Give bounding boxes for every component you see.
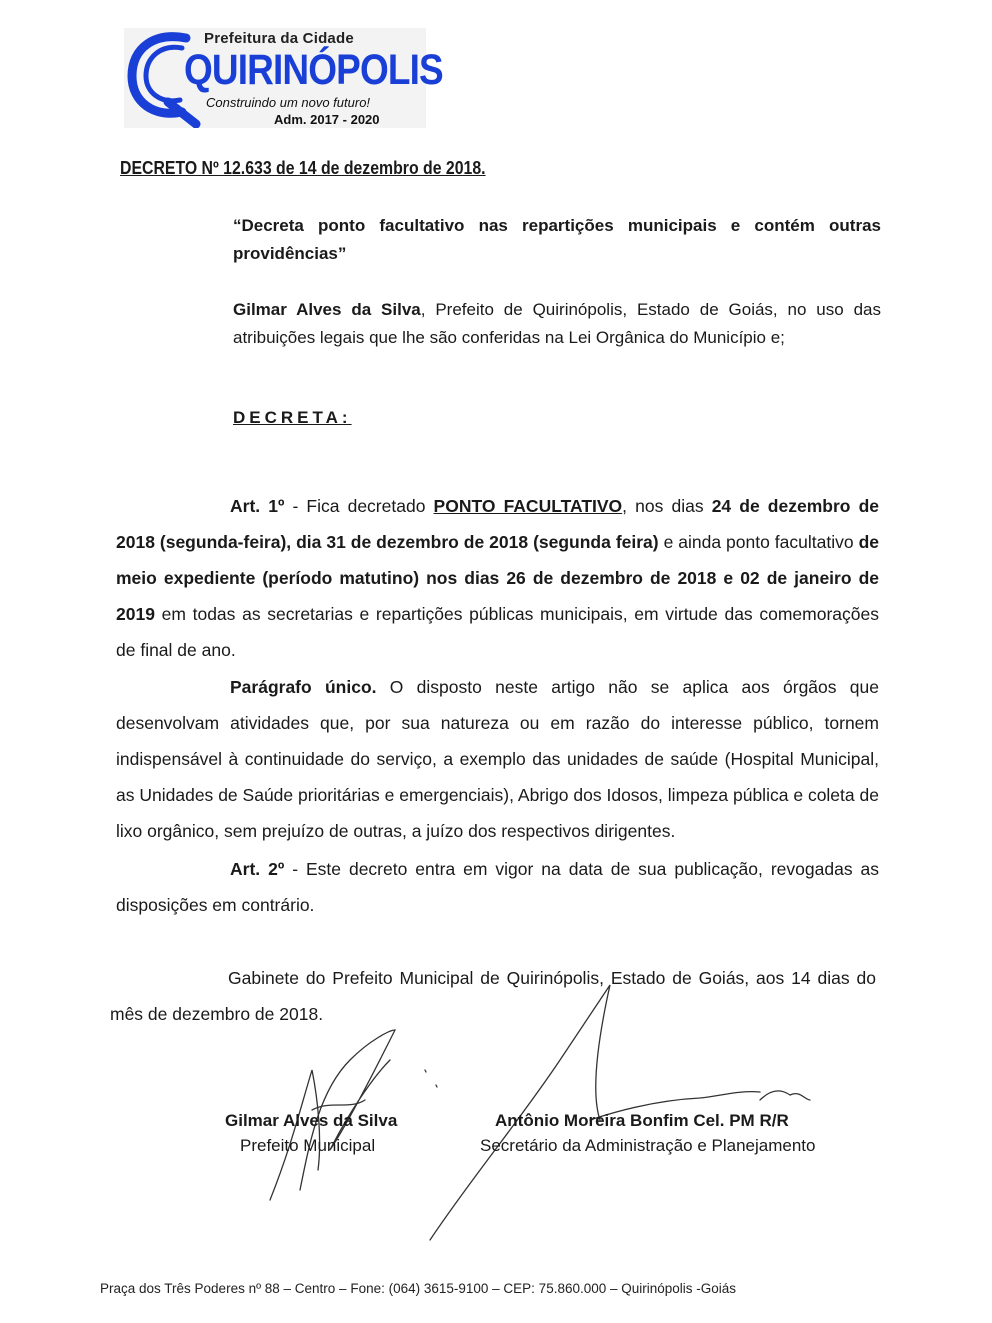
signature-1-role: Prefeito Municipal <box>240 1136 376 1155</box>
paragrafo-unico-text: O disposto neste artigo não se aplica aos órgãos que desenvolvam atividades que, por sua natureza ou em razão do interesse público, tornem indispensável à continuidade do serviço, a exemplo das unidades de saúde (Hospital Municipal, as Unidades de Saúde prioritárias e emergenciais), Abrigo dos Idosos, limpeza pública e coleta de lixo orgânico, sem prejuízo de outras, a juízo dos respectivos dirigentes. <box>116 677 880 841</box>
article-2 <box>116 851 879 923</box>
article-1-text: em todas as secretarias e repartições públicas municipais, em virtude das comemorações de final de ano. <box>116 604 879 660</box>
article-1-text: , nos dias <box>622 496 712 516</box>
decree-preamble <box>233 296 881 352</box>
decree-ementa: “Decreta ponto facultativo nas repartições municipais e contém outras providências” <box>233 216 881 263</box>
signature-1-name: Gilmar Alves da Silva <box>225 1111 398 1130</box>
city-logo <box>124 28 443 128</box>
article-2-text: - Este decreto entra em vigor na data de sua publicação, revogadas as disposições em contrário. <box>116 859 880 915</box>
signature-2-name: Antônio Moreira Bonfim Cel. PM R/R <box>495 1111 789 1130</box>
page-footer-address: Praça dos Três Poderes nº 88 – Centro – Fone: (064) 3615-9100 – CEP: 75.860.000 – Quirinópolis -Goiás <box>100 1281 737 1296</box>
article-1 <box>116 488 879 668</box>
signature-2-role: Secretário da Administração e Planejamento <box>480 1136 816 1155</box>
article-1-ponto-facultativo: PONTO FACULTATIVO <box>433 496 623 516</box>
closing-statement: Gabinete do Prefeito Municipal de Quirinópolis, Estado de Goiás, aos 14 dias do mês de dezembro de 2018. <box>110 968 876 1024</box>
article-1-label: Art. 1º <box>230 496 285 516</box>
article-1-dates: 24 de dezembro de 2018 (segunda-feira), dia 31 de dezembro de 2018 (segunda feira) <box>116 496 879 552</box>
article-1-half-day-dates: de meio expediente (período matutino) nos dias 26 de dezembro de 2018 e 02 de janeiro de 2019 <box>116 532 879 624</box>
preamble-mayor-name: Gilmar Alves da Silva <box>233 300 421 319</box>
logo-top-text: Prefeitura da Cidade <box>204 30 354 47</box>
decree-title: DECRETO Nº 12.633 de 14 de dezembro de 2018. <box>120 158 486 178</box>
preamble-text: , Prefeito de Quirinópolis, Estado de Goiás, no uso das atribuições legais que lhe são conferidas na Lei Orgânica do Município e; <box>233 300 881 347</box>
article-1-text: - Fica decretado <box>284 496 434 516</box>
paragrafo-unico-label: Parágrafo único. <box>230 677 377 697</box>
decreta-heading: DECRETA: <box>233 408 352 427</box>
article-2-label: Art. 2º <box>230 859 285 879</box>
logo-admin-period: Adm. 2017 - 2020 <box>274 112 380 127</box>
logo-tagline: Construindo um novo futuro! <box>206 95 371 110</box>
paragrafo-unico <box>116 669 879 849</box>
article-1-text: e ainda ponto facultativo <box>658 532 859 552</box>
logo-city-name: QUIRINÓPOLIS <box>184 46 443 94</box>
